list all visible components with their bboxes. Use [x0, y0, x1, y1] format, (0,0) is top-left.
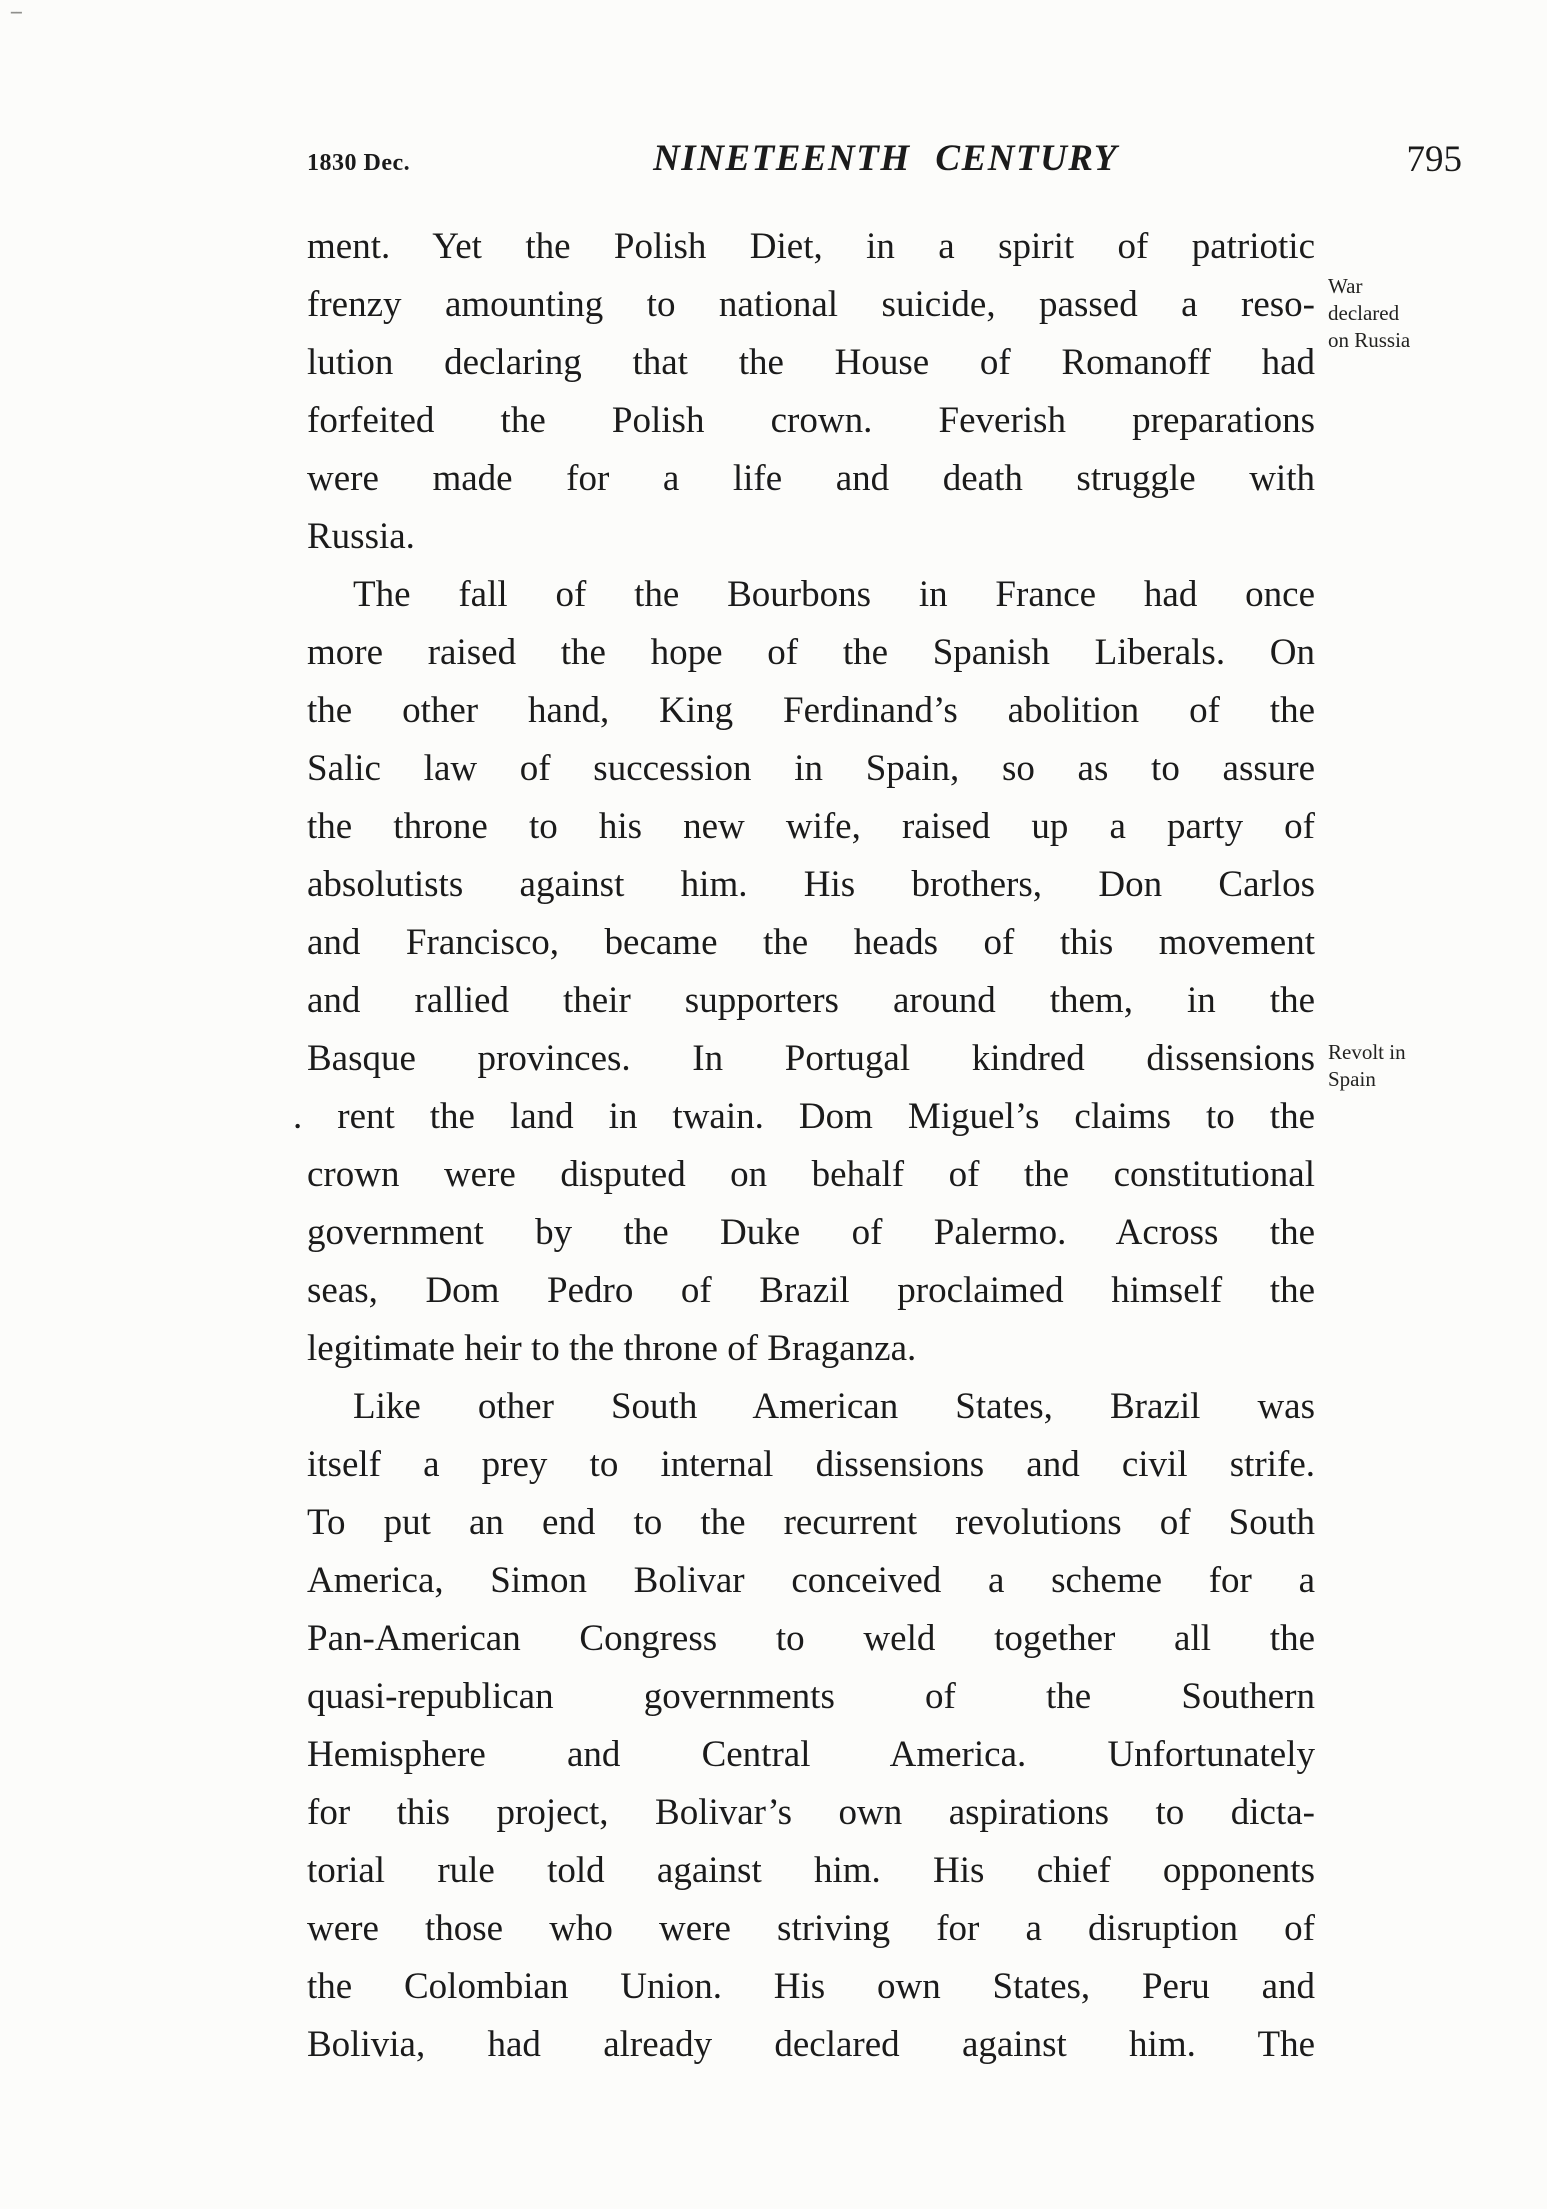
body-line: ment. Yet the Polish Diet, in a spirit of patriotic: [307, 226, 1315, 267]
body-line: Salic law of succession in Spain, so as to assure: [307, 748, 1315, 789]
body-line: Bolivia, had already declared against him. The: [307, 2024, 1315, 2065]
body-line: Like other South American States, Brazil was: [353, 1386, 1315, 1427]
sidenote-line: declared: [1328, 301, 1400, 325]
body-line: Russia.: [307, 516, 415, 557]
paragraph: [307, 218, 1315, 566]
body-line: and rallied their supporters around them, in the: [307, 980, 1315, 1021]
body-line: were made for a life and death struggle with: [307, 458, 1315, 499]
page-number: 795: [1406, 139, 1462, 180]
scan-artifact-mark: --: [10, 0, 21, 23]
body-line: . rent the land in twain. Dom Miguel’s claims to the: [293, 1096, 1315, 1137]
body-line: more raised the hope of the Spanish Liberals. On: [307, 632, 1315, 673]
body-line: To put an end to the recurrent revolutions of South: [307, 1502, 1315, 1543]
body-line: America, Simon Bolivar conceived a scheme for a: [307, 1560, 1315, 1601]
text-column: [293, 218, 1315, 2074]
body-line: Hemisphere and Central America. Unfortunately: [307, 1734, 1315, 1775]
body-line: the Colombian Union. His own States, Peru and: [307, 1966, 1315, 2007]
body-line: forfeited the Polish crown. Feverish preparations: [307, 400, 1315, 441]
sidenote-line: on Russia: [1328, 328, 1411, 352]
body-line: lution declaring that the House of Romanoff had: [307, 342, 1315, 383]
body-line: absolutists against him. His brothers, Don Carlos: [307, 864, 1315, 905]
sidenote-line: Revolt in: [1328, 1040, 1406, 1064]
sidenote-war-declared-on-russia: [1328, 273, 1498, 354]
body-line: seas, Dom Pedro of Brazil proclaimed himself the: [307, 1270, 1315, 1311]
body-line: quasi-republican governments of the Southern: [307, 1676, 1315, 1717]
running-header-title: NINETEENTH CENTURY: [653, 138, 1118, 179]
body-line: frenzy amounting to national suicide, passed a reso-: [307, 284, 1315, 325]
sidenote-line: War: [1328, 274, 1363, 298]
body-line: the throne to his new wife, raised up a party of: [307, 806, 1315, 847]
body-line: government by the Duke of Palermo. Across the: [307, 1212, 1315, 1253]
paragraph: [307, 1378, 1315, 2074]
body-line: Pan-American Congress to weld together all the: [307, 1618, 1315, 1659]
body-line: legitimate heir to the throne of Braganza.: [307, 1328, 917, 1369]
running-header-date: 1830 Dec.: [307, 150, 411, 176]
body-line: torial rule told against him. His chief opponents: [307, 1850, 1315, 1891]
sidenote-line: Spain: [1328, 1067, 1376, 1091]
body-line: crown were disputed on behalf of the constitutional: [307, 1154, 1315, 1195]
body-line: Basque provinces. In Portugal kindred dissensions: [307, 1038, 1315, 1079]
paragraph: [293, 566, 1315, 1378]
body-line: The fall of the Bourbons in France had once: [353, 574, 1315, 615]
body-line: the other hand, King Ferdinand’s abolition of the: [307, 690, 1315, 731]
body-line: and Francisco, became the heads of this movement: [307, 922, 1315, 963]
body-line: itself a prey to internal dissensions and civil strife.: [307, 1444, 1315, 1485]
sidenote-revolt-in-spain: [1328, 1039, 1498, 1093]
body-line: for this project, Bolivar’s own aspirations to dicta-: [307, 1792, 1315, 1833]
body-line: were those who were striving for a disruption of: [307, 1908, 1315, 1949]
